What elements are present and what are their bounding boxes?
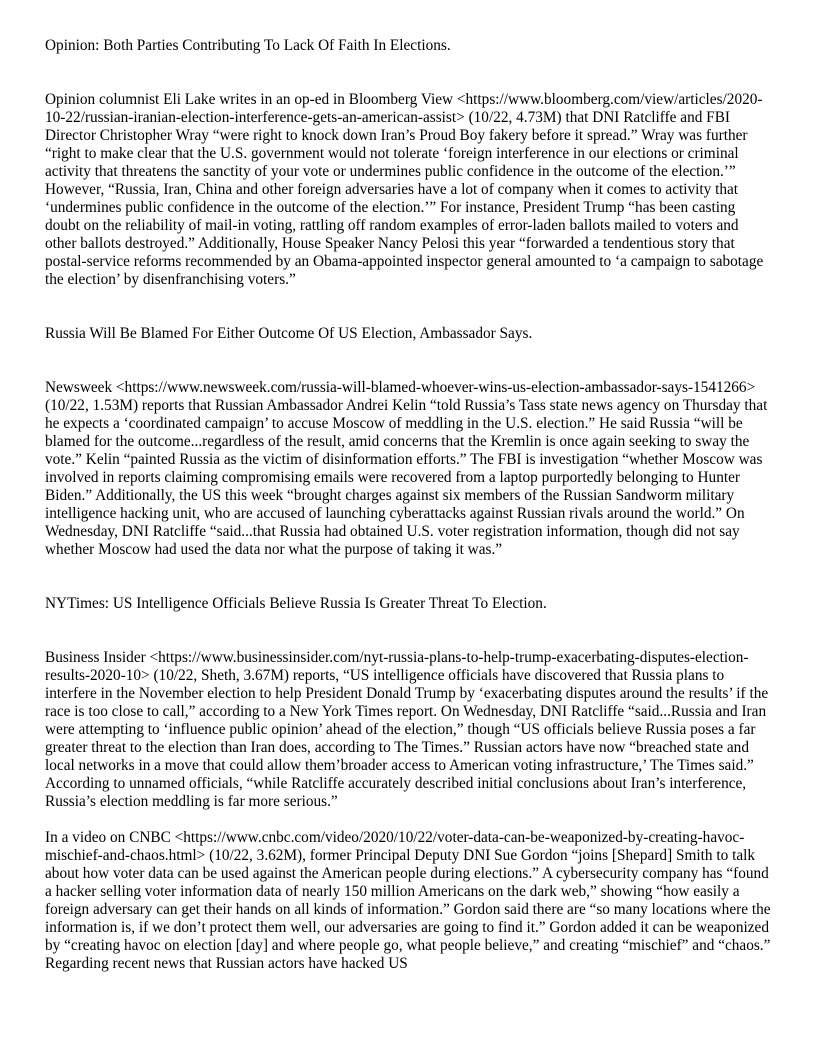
article-paragraph-cnbc: In a video on CNBC <https://www.cnbc.com/video/2020/10/22/voter-data-can-be-weaponized-by-creating-havoc-mischief-and-chaos.html> (10/22, 3.62M), former Principal Deputy DNI Sue Gordon “joins [Shepard] Smith to talk about how voter data can be used against the American people during elections.” A cybersecurity company has “found a hacker selling voter information data of nearly 150 million Americans on the dark web,” showing “how easily a foreign adversary can get their hands on all kinds of information.” Gordon said there are “so many locations where the information is, if we don’t protect them well, our adversaries are going to find it.” Gordon added it can be weaponized by “creating havoc on election [day] and where people go, what people believe,” and creating “mischief” and “chaos.” Regarding recent news that Russian actors have hacked US	[45, 829, 771, 972]
document-page	[45, 37, 773, 973]
headline-russia-blamed: Russia Will Be Blamed For Either Outcome Of US Election, Ambassador Says.	[45, 325, 533, 342]
article-paragraph-bloomberg: Opinion columnist Eli Lake writes in an op-ed in Bloomberg View <https://www.bloomberg.com/view/articles/2020-10-22/russian-iranian-election-interference-gets-an-american-assist> (10/22, 4.73M) that DNI Ratcliffe and FBI Director Christopher Wray “were right to knock down Iran’s Proud Boy fakery before it spread.” Wray was further “right to make clear that the U.S. government would not tolerate ‘foreign interference in our elections or criminal activity that threatens the sanctity of your vote or undermines public confidence in the outcome of the election.’” However, “Russia, Iran, China and other foreign adversaries have a lot of company when it comes to activity that ‘undermines public confidence in the outcome of the election.’” For instance, President Trump “has been casting doubt on the reliability of mail-in voting, rattling off random examples of error-laden ballots mailed to voters and other ballots destroyed.” Additionally, House Speaker Nancy Pelosi this year “forwarded a tendentious story that postal-service reforms recommended by an Obama-appointed inspector general amounted to ‘a campaign to sabotage the election’ by disenfranchising voters.”	[45, 91, 764, 288]
spacer	[45, 559, 773, 595]
spacer	[45, 55, 773, 91]
article-paragraph-newsweek: Newsweek <https://www.newsweek.com/russia-will-blamed-whoever-wins-us-election-ambassador-says-1541266> (10/22, 1.53M) reports that Russian Ambassador Andrei Kelin “told Russia’s Tass state news agency on Thursday that he expects a ‘coordinated campaign’ to accuse Moscow of meddling in the U.S. election.” He said Russia “will be blamed for the outcome...regardless of the result, amid concerns that the Kremlin is once again seeking to sway the vote.” Kelin “painted Russia as the victim of disinformation efforts.” The FBI is investigation “whether Moscow was involved in reports claiming compromising emails were recovered from a laptop purportedly belonging to Hunter Biden.” Additionally, the US this week “brought charges against six members of the Russian Sandworm military intelligence hacking unit, who are accused of launching cyberattacks against Russian rivals around the world.” On Wednesday, DNI Ratcliffe “said...that Russia had obtained U.S. voter registration information, though did not say whether Moscow had used the data nor what the purpose of taking it was.”	[45, 379, 768, 558]
spacer	[45, 613, 773, 649]
spacer	[45, 343, 773, 379]
headline-election-faith: Opinion: Both Parties Contributing To Lack Of Faith In Elections.	[45, 37, 451, 54]
headline-nytimes-russia-threat: NYTimes: US Intelligence Officials Believe Russia Is Greater Threat To Election.	[45, 595, 547, 612]
article-paragraph-business-insider: Business Insider <https://www.businessinsider.com/nyt-russia-plans-to-help-trump-exacerbating-disputes-election-results-2020-10> (10/22, Sheth, 3.67M) reports, “US intelligence officials have discovered that Russia plans to interfere in the November election to help President Donald Trump by ‘exacerbating disputes around the results’ if the race is too close to call,” according to a New York Times report. On Wednesday, DNI Ratcliffe “said...Russia and Iran were attempting to ‘influence public opinion’ ahead of the election,” though “US officials believe Russia poses a far greater threat to the election than Iran does, according to The Times.” Russian actors have now “breached state and local networks in a move that could allow them’broader access to American voting infrastructure,’ The Times said.” According to unnamed officials, “while Ratcliffe accurately described initial conclusions about Iran’s interference, Russia’s election meddling is far more serious.”	[45, 649, 769, 810]
spacer	[45, 811, 773, 829]
spacer	[45, 289, 773, 325]
